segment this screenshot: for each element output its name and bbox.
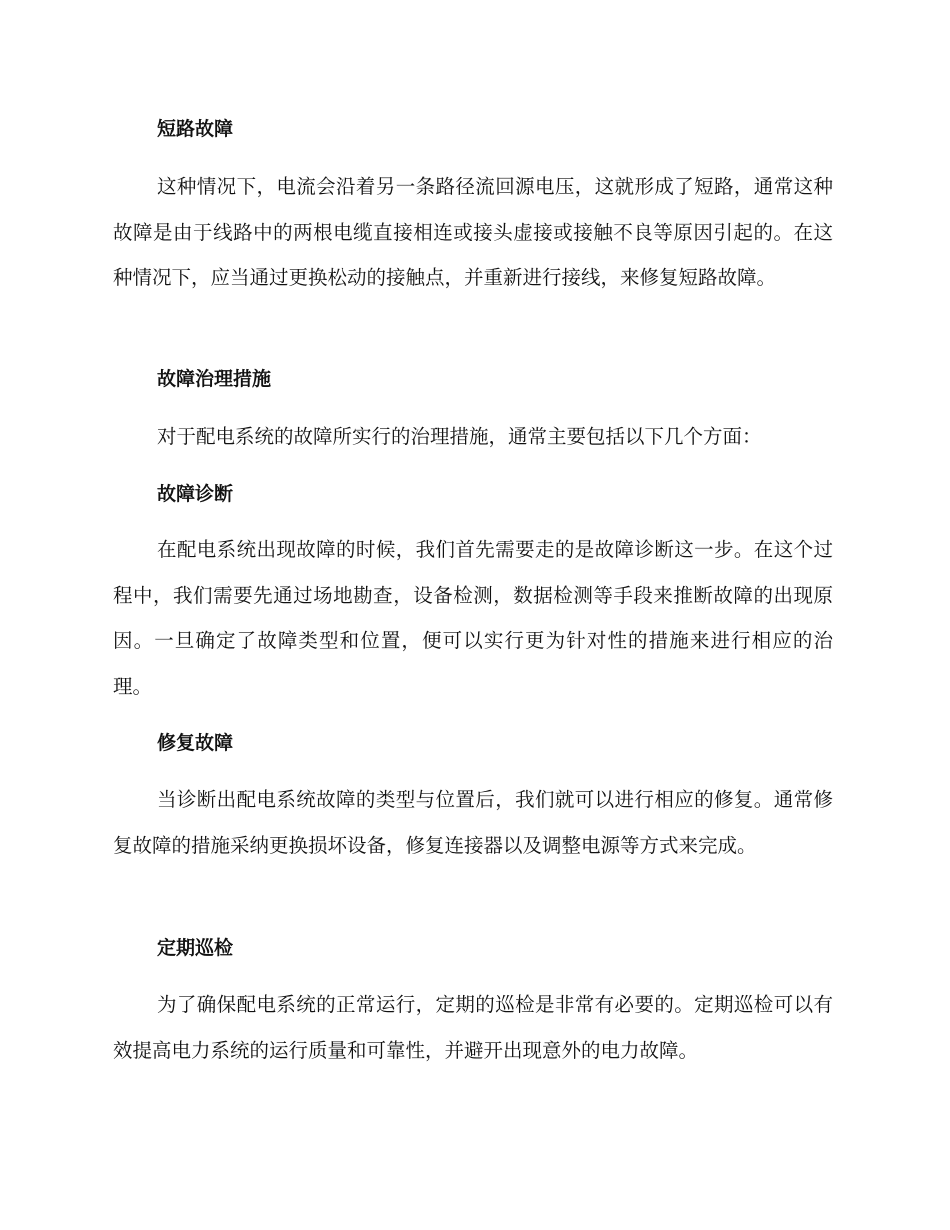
paragraph-fault-treatment: 对于配电系统的故障所实行的治理措施，通常主要包括以下几个方面： [157, 425, 762, 448]
paragraph-regular-inspection: 为了确保配电系统的正常运行，定期的巡检是非常有必要的。定期巡检可以有效提高电力系统的运行质量和可靠性，并避开出现意外的电力故障。 [113, 993, 833, 1062]
paragraph-fault-diagnosis: 在配电系统出现故障的时候，我们首先需要走的是故障诊断这一步。在这个过程中，我们需要先通过场地勘查，设备检测，数据检测等手段来推断故障的出现原因。一旦确定了故障类型和位置，便可以实行更为针对性的措施来进行相应的治理。 [113, 538, 833, 698]
section-heading-fault-repair: 修复故障 [157, 732, 234, 754]
section-heading-short-circuit: 短路故障 [157, 118, 234, 140]
section-heading-fault-diagnosis: 故障诊断 [157, 483, 234, 505]
section-heading-regular-inspection: 定期巡检 [157, 937, 234, 959]
section-heading-fault-treatment: 故障治理措施 [157, 368, 272, 390]
paragraph-fault-repair: 当诊断出配电系统故障的类型与位置后，我们就可以进行相应的修复。通常修复故障的措施采纳更换损坏设备，修复连接器以及调整电源等方式来完成。 [113, 788, 833, 857]
paragraph-short-circuit: 这种情况下，电流会沿着另一条路径流回源电压，这就形成了短路，通常这种故障是由于线路中的两根电缆直接相连或接头虚接或接触不良等原因引起的。在这种情况下，应当通过更换松动的接触点，并重新进行接线，来修复短路故障。 [113, 175, 833, 289]
